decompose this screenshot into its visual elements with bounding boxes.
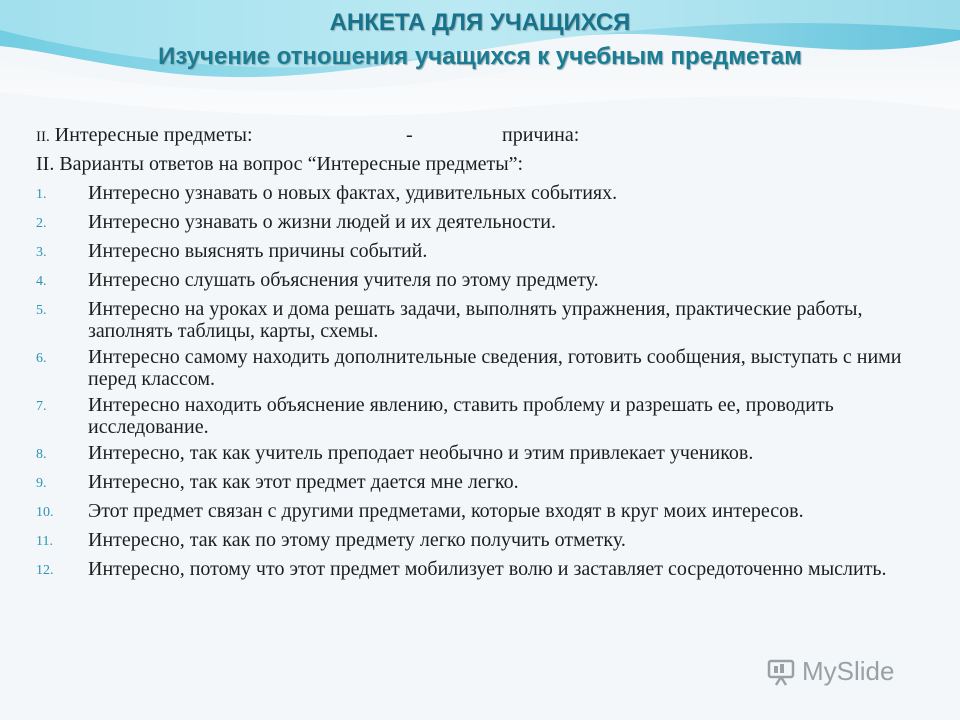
list-item-text: Интересно, так как этот предмет дается мне легко.: [88, 471, 519, 493]
page-title: АНКЕТА ДЛЯ УЧАЩИХСЯ: [329, 9, 631, 36]
intro-dash: -: [406, 124, 413, 146]
list-item-number: 7.: [36, 399, 47, 414]
list-item-text: Интересно самому находить дополнительные сведения, готовить сообщения, выступать с ними перед классом.: [88, 346, 902, 390]
list-item-text: Интересно узнавать о новых фактах, удивительных событиях.: [88, 182, 618, 204]
intro-reason-label: причина:: [502, 124, 580, 146]
list-item: [36, 394, 916, 438]
list-item: [36, 346, 916, 390]
title-block: [0, 6, 960, 74]
list-item-number: 8.: [36, 447, 47, 462]
list-item: [36, 269, 916, 294]
list-item-text: Интересно, потому что этот предмет мобилизует волю и заставляет сосредоточенно мыслить.: [88, 558, 887, 580]
intro-subjects-label: Интересные предметы:: [54, 124, 253, 146]
answer-list: [36, 182, 916, 583]
list-item-text: Интересно слушать объяснения учителя по этому предмету.: [88, 269, 599, 291]
list-item-number: 1.: [36, 187, 47, 202]
list-item-text: Интересно, так как по этому предмету легко получить отметку.: [88, 529, 626, 551]
list-item: [36, 558, 916, 583]
watermark-logo: [766, 656, 894, 687]
list-item-text: Интересно, так как учитель преподает необычно и этим привлекает учеников.: [88, 442, 754, 464]
list-item-number: 10.: [36, 505, 54, 520]
list-item: [36, 471, 916, 496]
list-item: [36, 211, 916, 236]
list-item: [36, 182, 916, 207]
watermark-text: MySlide: [802, 656, 895, 686]
list-item-number: 12.: [36, 563, 54, 578]
list-item-number: 3.: [36, 245, 47, 260]
intro-line-interesting-subjects: [36, 122, 916, 151]
list-item: [36, 500, 916, 525]
list-item-number: 11.: [36, 534, 53, 549]
list-item-text: Интересно находить объяснение явлению, ставить проблему и разрешать ее, проводить исследование.: [88, 394, 834, 438]
list-item: [36, 529, 916, 554]
list-item: [36, 442, 916, 467]
list-item-text: Этот предмет связан с другими предметами, которые входят в круг моих интересов.: [88, 500, 804, 522]
page-subtitle: Изучение отношения учащихся к учебным предметам: [158, 43, 802, 70]
intro-roman-numeral: II.: [36, 129, 50, 145]
list-item-number: 4.: [36, 274, 47, 289]
list-item-text: Интересно на уроках и дома решать задачи, выполнять упражнения, практические работы, заполнять таблицы, карты, схемы.: [88, 298, 863, 342]
intro-answer-variants: II. Варианты ответов на вопрос “Интересные предметы”:: [36, 153, 524, 175]
questionnaire-content: [36, 122, 916, 583]
list-item-number: 6.: [36, 351, 47, 366]
list-item-number: 2.: [36, 216, 47, 231]
list-item-number: 9.: [36, 476, 47, 491]
list-item: [36, 298, 916, 342]
list-item-text: Интересно выяснять причины событий.: [88, 240, 428, 262]
list-item-text: Интересно узнавать о жизни людей и их деятельности.: [88, 211, 556, 233]
presentation-board-icon: [766, 657, 796, 687]
list-item-number: 5.: [36, 303, 47, 318]
list-item: [36, 240, 916, 265]
